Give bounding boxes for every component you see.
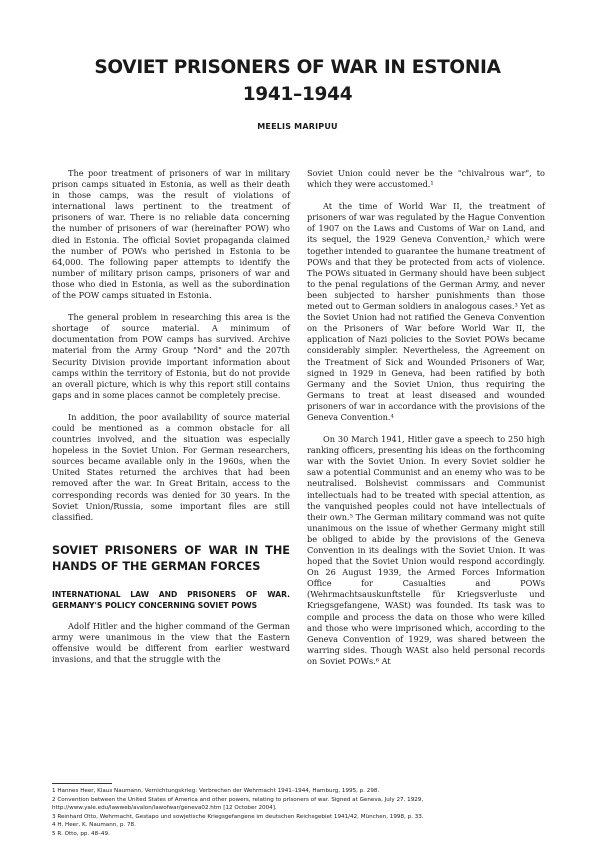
article-title (0, 54, 595, 108)
paragraph: On 30 March 1941, Hitler gave a speech to 250 high ranking officers, presenting his ideas on the forthcoming war with the Soviet Union. In every Soviet soldier he saw a potential Communist and an enemy who was to be neutralised. Bolshevist commissars and Communist intellectuals had to be treated with special attention, as the vanquished peoples could not have intellectuals of their own.⁵ The German military command was not quite unanimous on the issue of whether Germany might still be obliged to abide by the provisions of the Geneva Convention in its dealings with the Soviet Union. It was hoped that the Soviet Union would respond accordingly. On 26 August 1939, the Armed Forces Information Office for Casualties and POWs (Wehrmachtsauskunftstelle für Kriegsverluste und Kriegsgefangene, WASt) was founded. Its task was to compile and process the data on those who were killed and those who were imprisoned which, according to the Geneva Convention of 1929, was shared between the warring sides. Though WASt also held personal records on Soviet POWs.⁶ At (307, 434, 545, 666)
footnote: 5 R. Otto, pp. 48–49. (52, 830, 110, 837)
footnote-divider (52, 783, 112, 784)
paragraph: In addition, the poor availability of source material could be mentioned as a common obstacle for all countries involved, and the situation was especially hopeless in the Soviet Union. For German researchers, sources became available only in the 1960s, when the United States returned the archives that had been removed after the war. In Great Britain, access to the corresponding records was denied for 30 years. In the Soviet Union/Russia, some important files are still classified. (52, 411, 290, 522)
subsection-heading: INTERNATIONAL LAW AND PRISONERS OF WAR. GERMANY'S POLICY CONCERNING SOVIET POWS (52, 589, 290, 610)
section-heading: SOVIET PRISONERS OF WAR IN THE HANDS OF THE GERMAN FORCES (52, 543, 290, 573)
paragraph: The poor treatment of prisoners of war in military prison camps situated in Estonia, as well as their death in those camps, was the result of violations of international laws pertinent to the treatment of prisoners of war. There is no reliable data concerning the number of prisoners of war (hereinafter POW) who died in Estonia. The official Soviet propaganda claimed the number of POWs who perished in Estonia to be 64,000. The following paper attempts to identify the number of military prison camps, prisoners of war and those who died in Estonia, as well as the subordination of the POW camps situated in Estonia. (52, 168, 290, 301)
paragraph: Soviet Union could never be the "chivalrous war", to which they were accustomed.¹ (307, 168, 545, 190)
footnote: 1 Hannes Heer, Klaus Naumann, Vernichtungskrieg: Verbrechen der Wehrmacht 1941–1944, Hamburg, 1995, p. 298. (52, 788, 380, 794)
footnote: 4 H. Heer, K. Naumann, p. 78. (52, 822, 136, 829)
footnote: http://www.yale.edu/lawweb/avalon/lawofwar/geneva02.htm [12 October 2004]. (52, 805, 277, 812)
right-column (307, 168, 545, 678)
footnotes (52, 787, 547, 839)
footnote: 3 Reinhard Otto, Wehrmacht, Gestapo und sowjetische Kriegsgefangene im deutschen Reichsgebiet 1941/42, München, 1998, p. 33. (52, 813, 424, 820)
author-name: MEELIS MARIPUU (257, 122, 338, 131)
left-column (52, 168, 290, 676)
paragraph: Adolf Hitler and the higher command of the German army were unanimous in the view that the Eastern offensive would be different from earlier westward invasions, and that the struggle with the (52, 620, 290, 665)
footnote: 2 Convention between the United States of America and other powers, relating to prisoners of war. Signed at Geneva, July 27, 1929, (52, 796, 424, 803)
paragraph: The general problem in researching this area is the shortage of source material. A minimum of documentation from POW camps has survived. Archive material from the Army Group "Nord" and the 207th Security Division provide important information about camps within the territory of Estonia, but do not provide an overall picture, which is why this report still contains gaps and in some places cannot be completely precise. (52, 312, 290, 400)
paragraph: At the time of World War II, the treatment of prisoners of war was regulated by the Hague Convention of 1907 on the Laws and Customs of War on Land, and its sequel, the 1929 Geneva Convention,² which were together intended to guarantee the humane treatment of POWs and that they be protected from acts of violence. The POWs situated in Germany should have been subject to the penal regulations of the German Army, and never been subjected to harsher punishments than those meted out to German soldiers in analogous cases.³ Yet as the Soviet Union had not ratified the Geneva Convention on the Prisoners of War before World War II, the application of Nazi policies to the Soviet POWs became considerably simpler. Nevertheless, the Agreement on the Treatment of Sick and Wounded Prisoners of War, signed in 1929 in Geneva, had been ratified by both Germany and the Soviet Union, thus requiring the Germans to treat at least diseased and wounded prisoners of war in accordance with the provisions of the Geneva Convention.⁴ (307, 201, 545, 422)
title-line-1: SOVIET PRISONERS OF WAR IN ESTONIA (94, 57, 501, 78)
title-line-2: 1941–1944 (242, 84, 353, 105)
